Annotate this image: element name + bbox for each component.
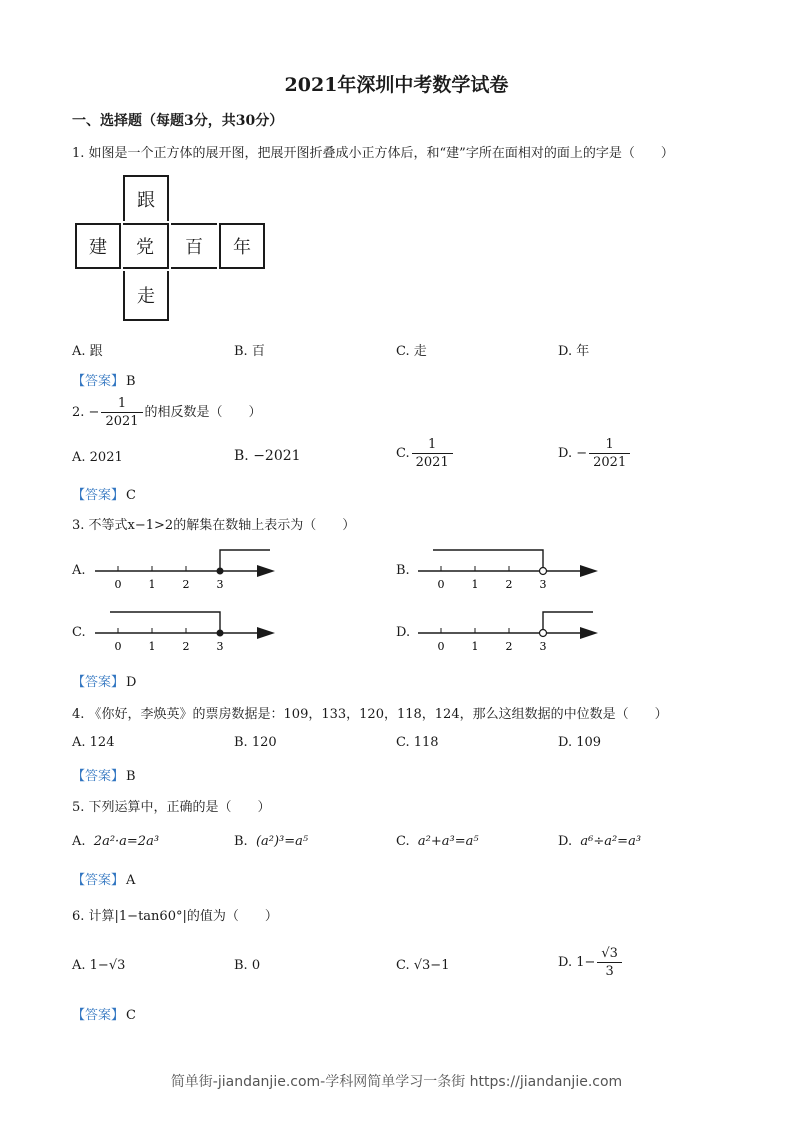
q6-option-c: C. √3−1 [396,958,450,973]
q2-stem-prefix: 2. − [72,405,100,420]
q5-b-label: B. [234,834,248,849]
numberline-c-svg [95,607,280,657]
q4-answer [72,765,136,784]
q2-d-num: 1 [589,436,630,454]
answer-tag: 【答案】 [72,488,125,503]
q1-option-a: A. 跟 [72,344,103,359]
tick-label-1: 1 [148,578,156,591]
net-cell-2: 党 [123,223,169,269]
q6-option-b: B. 0 [234,958,261,973]
q2-d-den: 2021 [593,455,627,470]
answer-value: A [126,873,136,888]
q6-option-a: A. 1−√3 [72,958,126,973]
question-4-stem: 4. 《你好，李焕英》的票房数据是：109，133，120，118，124，那么这组数据的中位数是（ ） [72,707,668,722]
net-cell-top: 跟 [123,175,169,221]
q2-option-c [396,436,455,471]
net-cell-1: 建 [75,223,121,269]
question-5-stem: 5. 下列运算中，正确的是（ ） [72,800,271,815]
question-1-stem: 1. 如图是一个正方体的展开图，把展开图折叠成小正方体后，和“建”字所在面相对的面上的字是（ ） [72,146,674,161]
question-2-stem [72,395,262,430]
q2-option-d [558,436,632,471]
footer-watermark: 简单街-jiandanjie.com-学科网简单学习一条街 https://jiandanjie.com [170,1074,623,1090]
numberline-d-svg [418,607,603,657]
tick-label-0: 0 [437,640,445,653]
q2-stem-suffix: 的相反数是（ ） [144,405,262,420]
q2-stem-den: 2021 [105,414,139,429]
q2-answer [72,484,136,503]
net-cell-4: 年 [219,223,265,269]
q5-answer [72,869,135,888]
tick-label-0: 0 [437,578,445,591]
q5-c-label: C. [396,834,410,849]
q6-d-num: √3 [597,945,622,963]
q1-option-c: C. 走 [396,344,427,359]
q3-option-d-label: D. [396,625,411,640]
q2-c-num: 1 [412,436,453,454]
q2-c-den: 2021 [415,455,449,470]
q2-option-a: A. 2021 [72,450,123,465]
q5-option-a [72,834,159,849]
q4-option-a: A. 124 [72,735,115,750]
q5-b-expr: (a²)³=a⁵ [255,834,309,849]
q5-a-expr: 2a²·a=2a³ [93,834,160,849]
q3-numberline-a [95,545,280,595]
q2-option-c-fraction [412,436,453,471]
q4-option-c: C. 118 [396,735,439,750]
q2-option-c-label: C. [396,446,410,461]
q4-option-d: D. 109 [558,735,602,750]
q6-answer [72,1004,136,1023]
q2-stem-fraction [101,395,142,430]
tick-label-3: 3 [539,578,547,591]
page-title: 2021年深圳中考数学试卷 [284,74,509,96]
q3-numberline-d [418,607,603,657]
q6-d-den: 3 [605,964,614,979]
question-3-stem: 3. 不等式x−1>2的解集在数轴上表示为（ ） [72,518,356,533]
tick-label-2: 2 [505,640,513,653]
q5-d-label: D. [558,834,573,849]
tick-label-1: 1 [471,578,479,591]
q2-option-d-fraction [589,436,630,471]
tick-label-3: 3 [216,640,224,653]
q3-option-b-label: B. [396,563,410,578]
q3-numberline-b [418,545,603,595]
q3-numberline-c [95,607,280,657]
tick-label-3: 3 [216,578,224,591]
q1-option-d: D. 年 [558,344,590,359]
answer-value: C [126,1008,136,1023]
answer-value: C [126,488,136,503]
q2-option-b: B. −2021 [234,448,301,464]
answer-value: B [126,374,136,389]
tick-label-1: 1 [148,640,156,653]
net-cell-3: 百 [171,223,217,269]
q3-option-c-label: C. [72,625,86,640]
q1-option-b: B. 百 [234,344,265,359]
q5-a-label: A. [72,834,86,849]
q4-option-b: B. 120 [234,735,277,750]
tick-label-3: 3 [539,640,547,653]
q2-stem-num: 1 [101,395,142,413]
q6-d-fraction [597,945,622,980]
answer-tag: 【答案】 [72,374,125,389]
answer-tag: 【答案】 [72,769,125,784]
q5-option-b [234,834,308,849]
q6-option-d [558,945,624,980]
answer-value: B [126,769,136,784]
cube-net-figure [75,175,270,323]
q3-answer [72,671,136,690]
q5-option-c [396,834,479,849]
q5-c-expr: a²+a³=a⁵ [417,834,479,849]
answer-tag: 【答案】 [72,675,125,690]
answer-tag: 【答案】 [72,1008,125,1023]
net-cell-bottom: 走 [123,271,169,321]
section-heading: 一、选择题（每题3分，共30分） [72,113,284,129]
q1-answer [72,370,136,389]
tick-label-1: 1 [471,640,479,653]
q5-option-d [558,834,641,849]
tick-label-0: 0 [114,578,122,591]
numberline-b-svg [418,545,603,595]
numberline-a-svg [95,545,280,595]
tick-label-2: 2 [182,578,190,591]
q5-d-expr: a⁶÷a²=a³ [580,834,642,849]
q6-d-label: D. 1− [558,955,596,970]
answer-tag: 【答案】 [72,873,125,888]
tick-label-0: 0 [114,640,122,653]
tick-label-2: 2 [182,640,190,653]
answer-value: D [126,675,137,690]
q2-option-d-label: D. − [558,446,588,461]
tick-label-2: 2 [505,578,513,591]
question-6-stem: 6. 计算|1−tan60°|的值为（ ） [72,909,278,924]
q3-option-a-label: A. [72,563,86,578]
